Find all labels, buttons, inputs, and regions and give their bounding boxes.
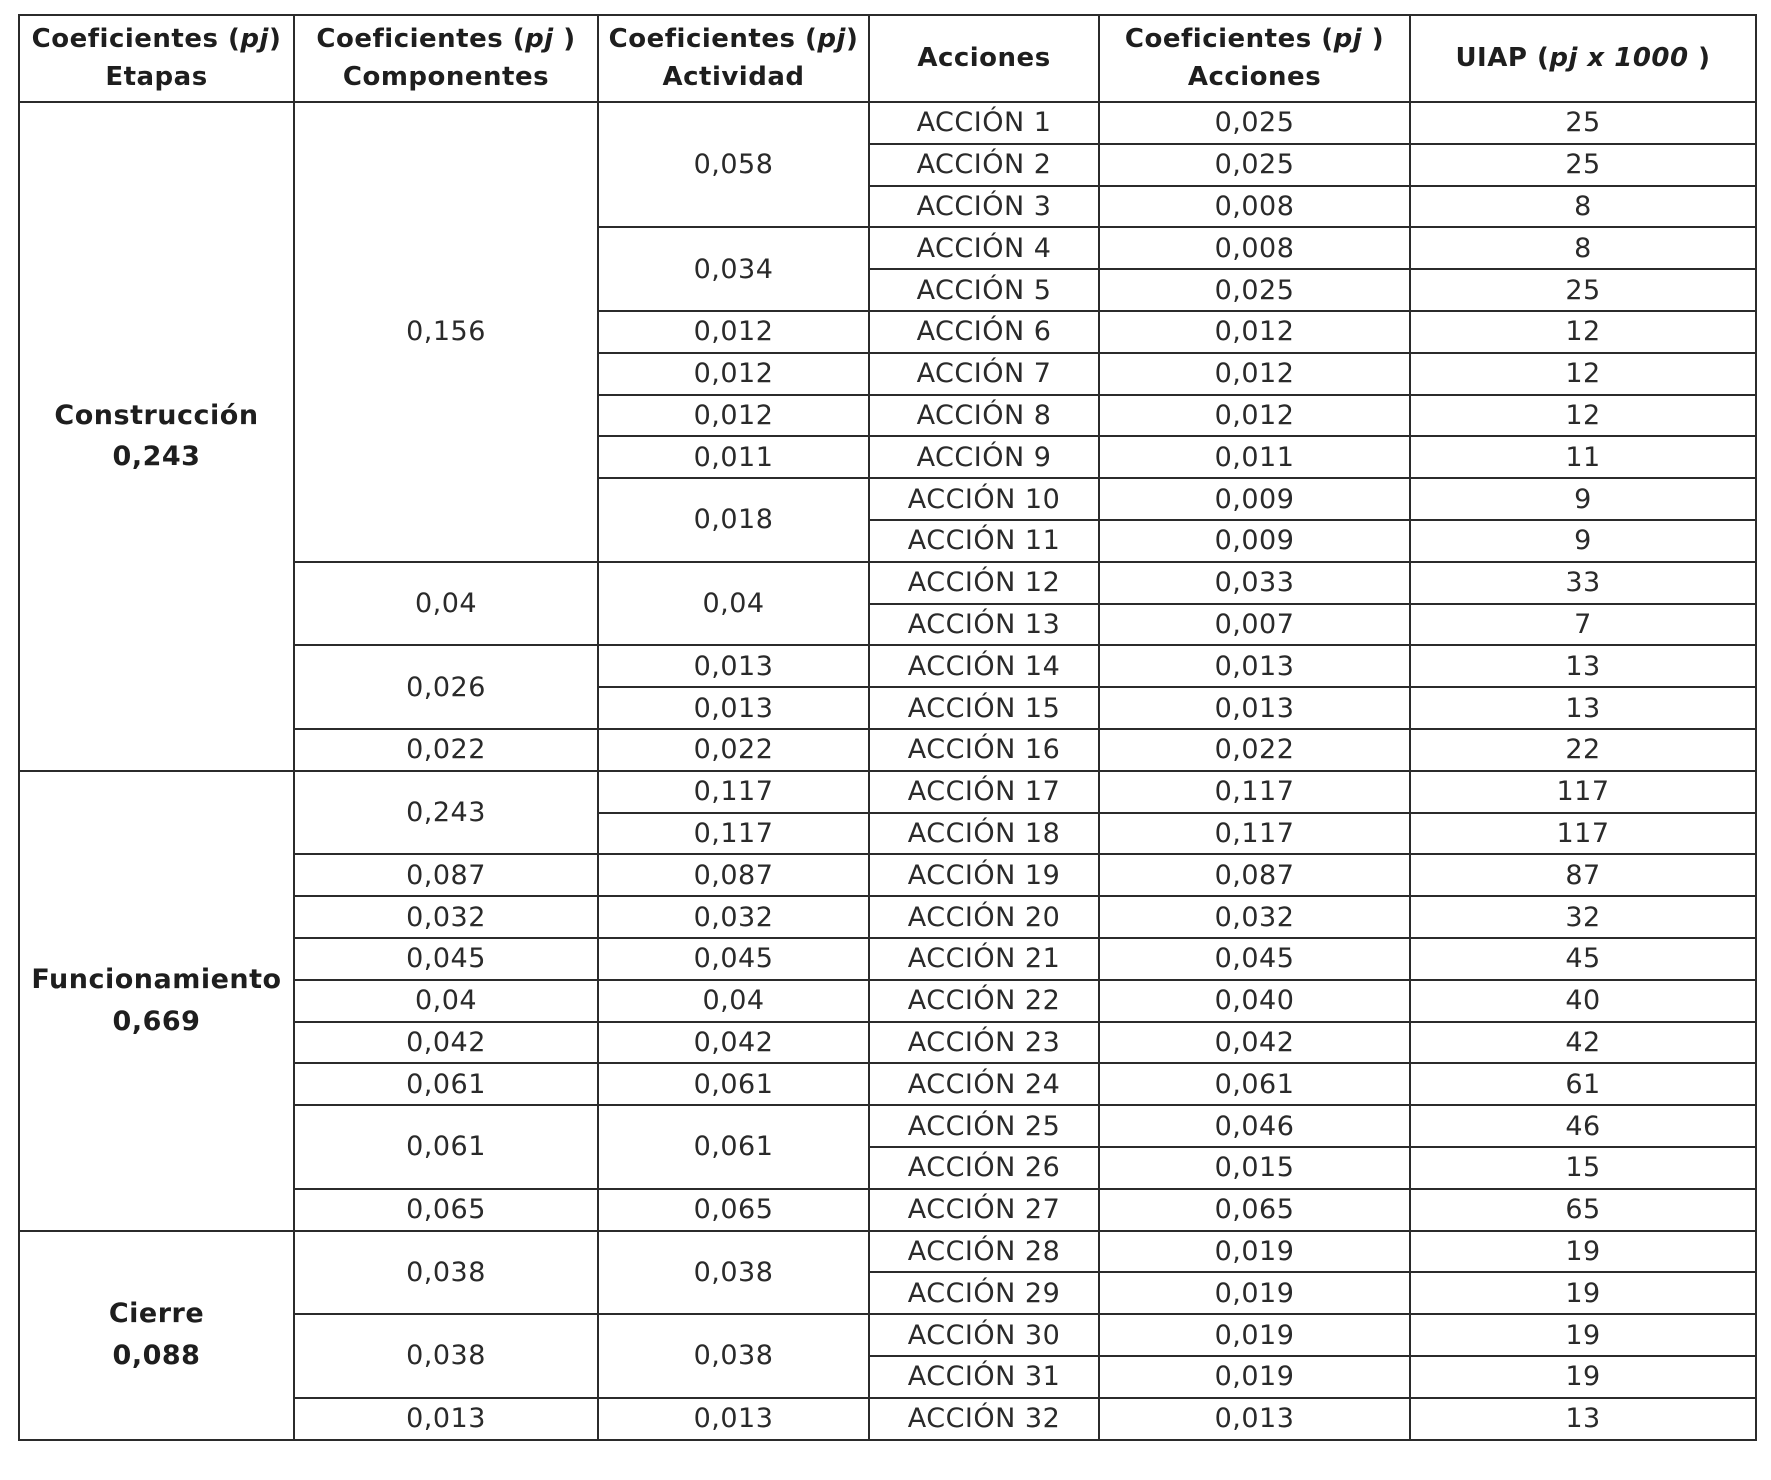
table-body (19, 102, 1756, 1440)
component-cell: 0,087 (294, 854, 598, 896)
action-coef-cell: 0,013 (1099, 1398, 1410, 1440)
component-cell: 0,045 (294, 938, 598, 980)
uiap-cell: 12 (1410, 311, 1756, 353)
uiap-cell: 13 (1410, 1398, 1756, 1440)
stage-cell: Cierre 0,088 (19, 1231, 294, 1440)
activity-cell: 0,013 (598, 645, 869, 687)
action-coef-cell: 0,008 (1099, 186, 1410, 228)
component-cell: 0,013 (294, 1398, 598, 1440)
uiap-cell: 33 (1410, 562, 1756, 604)
activity-cell: 0,038 (598, 1231, 869, 1315)
activity-cell: 0,04 (598, 980, 869, 1022)
action-name-cell: ACCIÓN 23 (869, 1022, 1099, 1064)
activity-cell: 0,045 (598, 938, 869, 980)
uiap-cell: 117 (1410, 813, 1756, 855)
action-name-cell: ACCIÓN 14 (869, 645, 1099, 687)
uiap-cell: 19 (1410, 1314, 1756, 1356)
uiap-cell: 11 (1410, 436, 1756, 478)
component-cell: 0,156 (294, 102, 598, 562)
component-cell: 0,026 (294, 645, 598, 729)
header-componentes: Coeficientes (pj ) Componentes (294, 15, 598, 102)
action-name-cell: ACCIÓN 19 (869, 854, 1099, 896)
header-row (19, 15, 1756, 102)
action-coef-cell: 0,009 (1099, 520, 1410, 562)
action-coef-cell: 0,032 (1099, 896, 1410, 938)
component-cell: 0,042 (294, 1022, 598, 1064)
activity-cell: 0,012 (598, 353, 869, 395)
uiap-cell: 9 (1410, 478, 1756, 520)
action-coef-cell: 0,013 (1099, 645, 1410, 687)
action-coef-cell: 0,046 (1099, 1105, 1410, 1147)
header-etapas: Coeficientes (pj) Etapas (19, 15, 294, 102)
action-name-cell: ACCIÓN 12 (869, 562, 1099, 604)
action-name-cell: ACCIÓN 31 (869, 1356, 1099, 1398)
uiap-cell: 46 (1410, 1105, 1756, 1147)
table-row (19, 102, 1756, 144)
activity-cell: 0,061 (598, 1105, 869, 1189)
action-name-cell: ACCIÓN 22 (869, 980, 1099, 1022)
activity-cell: 0,117 (598, 771, 869, 813)
stage-cell: Construcción 0,243 (19, 102, 294, 771)
action-coef-cell: 0,008 (1099, 227, 1410, 269)
table-row (19, 1231, 1756, 1273)
uiap-cell: 12 (1410, 395, 1756, 437)
action-coef-cell: 0,042 (1099, 1022, 1410, 1064)
activity-cell: 0,042 (598, 1022, 869, 1064)
action-name-cell: ACCIÓN 20 (869, 896, 1099, 938)
uiap-cell: 8 (1410, 227, 1756, 269)
uiap-cell: 19 (1410, 1231, 1756, 1273)
action-name-cell: ACCIÓN 2 (869, 144, 1099, 186)
header-actividad: Coeficientes (pj) Actividad (598, 15, 869, 102)
action-coef-cell: 0,065 (1099, 1189, 1410, 1231)
component-cell: 0,038 (294, 1231, 598, 1315)
uiap-cell: 13 (1410, 645, 1756, 687)
action-coef-cell: 0,040 (1099, 980, 1410, 1022)
component-cell: 0,061 (294, 1063, 598, 1105)
activity-cell: 0,061 (598, 1063, 869, 1105)
component-cell: 0,04 (294, 562, 598, 646)
action-name-cell: ACCIÓN 26 (869, 1147, 1099, 1189)
action-name-cell: ACCIÓN 32 (869, 1398, 1099, 1440)
component-cell: 0,061 (294, 1105, 598, 1189)
component-cell: 0,022 (294, 729, 598, 771)
activity-cell: 0,011 (598, 436, 869, 478)
uiap-cell: 32 (1410, 896, 1756, 938)
activity-cell: 0,087 (598, 854, 869, 896)
action-name-cell: ACCIÓN 15 (869, 687, 1099, 729)
activity-cell: 0,012 (598, 311, 869, 353)
table-row (19, 771, 1756, 813)
action-name-cell: ACCIÓN 13 (869, 604, 1099, 646)
action-name-cell: ACCIÓN 28 (869, 1231, 1099, 1273)
uiap-cell: 45 (1410, 938, 1756, 980)
action-name-cell: ACCIÓN 29 (869, 1272, 1099, 1314)
activity-cell: 0,013 (598, 1398, 869, 1440)
action-name-cell: ACCIÓN 11 (869, 520, 1099, 562)
component-cell: 0,243 (294, 771, 598, 855)
action-coef-cell: 0,117 (1099, 771, 1410, 813)
action-coef-cell: 0,012 (1099, 395, 1410, 437)
uiap-cell: 25 (1410, 144, 1756, 186)
action-name-cell: ACCIÓN 21 (869, 938, 1099, 980)
action-name-cell: ACCIÓN 18 (869, 813, 1099, 855)
uiap-cell: 40 (1410, 980, 1756, 1022)
action-name-cell: ACCIÓN 10 (869, 478, 1099, 520)
uiap-cell: 19 (1410, 1356, 1756, 1398)
uiap-cell: 25 (1410, 269, 1756, 311)
action-coef-cell: 0,045 (1099, 938, 1410, 980)
action-name-cell: ACCIÓN 25 (869, 1105, 1099, 1147)
action-coef-cell: 0,117 (1099, 813, 1410, 855)
action-coef-cell: 0,025 (1099, 144, 1410, 186)
action-name-cell: ACCIÓN 27 (869, 1189, 1099, 1231)
uiap-cell: 87 (1410, 854, 1756, 896)
action-coef-cell: 0,015 (1099, 1147, 1410, 1189)
uiap-cell: 61 (1410, 1063, 1756, 1105)
action-name-cell: ACCIÓN 8 (869, 395, 1099, 437)
uiap-cell: 9 (1410, 520, 1756, 562)
uiap-cell: 7 (1410, 604, 1756, 646)
action-name-cell: ACCIÓN 30 (869, 1314, 1099, 1356)
action-name-cell: ACCIÓN 5 (869, 269, 1099, 311)
action-name-cell: ACCIÓN 1 (869, 102, 1099, 144)
action-coef-cell: 0,019 (1099, 1356, 1410, 1398)
action-coef-cell: 0,033 (1099, 562, 1410, 604)
action-name-cell: ACCIÓN 24 (869, 1063, 1099, 1105)
action-coef-cell: 0,087 (1099, 854, 1410, 896)
activity-cell: 0,013 (598, 687, 869, 729)
activity-cell: 0,065 (598, 1189, 869, 1231)
action-coef-cell: 0,012 (1099, 353, 1410, 395)
coefficients-table (18, 14, 1757, 1441)
uiap-cell: 13 (1410, 687, 1756, 729)
uiap-cell: 25 (1410, 102, 1756, 144)
activity-cell: 0,032 (598, 896, 869, 938)
action-name-cell: ACCIÓN 16 (869, 729, 1099, 771)
action-name-cell: ACCIÓN 9 (869, 436, 1099, 478)
uiap-cell: 65 (1410, 1189, 1756, 1231)
component-cell: 0,032 (294, 896, 598, 938)
uiap-cell: 19 (1410, 1272, 1756, 1314)
action-coef-cell: 0,025 (1099, 102, 1410, 144)
activity-cell: 0,117 (598, 813, 869, 855)
activity-cell: 0,04 (598, 562, 869, 646)
activity-cell: 0,018 (598, 478, 869, 562)
component-cell: 0,038 (294, 1314, 598, 1398)
action-coef-cell: 0,019 (1099, 1314, 1410, 1356)
action-coef-cell: 0,019 (1099, 1272, 1410, 1314)
action-coef-cell: 0,061 (1099, 1063, 1410, 1105)
uiap-cell: 117 (1410, 771, 1756, 813)
action-coef-cell: 0,007 (1099, 604, 1410, 646)
activity-cell: 0,022 (598, 729, 869, 771)
action-name-cell: ACCIÓN 4 (869, 227, 1099, 269)
header-uiap: UIAP (pj x 1000 ) (1410, 15, 1756, 102)
action-coef-cell: 0,009 (1099, 478, 1410, 520)
stage-cell: Funcionamiento 0,669 (19, 771, 294, 1231)
action-coef-cell: 0,025 (1099, 269, 1410, 311)
header-acciones: Acciones (869, 15, 1099, 102)
uiap-cell: 15 (1410, 1147, 1756, 1189)
header-coef-acciones: Coeficientes (pj ) Acciones (1099, 15, 1410, 102)
action-name-cell: ACCIÓN 17 (869, 771, 1099, 813)
action-name-cell: ACCIÓN 6 (869, 311, 1099, 353)
activity-cell: 0,012 (598, 395, 869, 437)
action-name-cell: ACCIÓN 7 (869, 353, 1099, 395)
uiap-cell: 8 (1410, 186, 1756, 228)
uiap-cell: 22 (1410, 729, 1756, 771)
uiap-cell: 12 (1410, 353, 1756, 395)
component-cell: 0,04 (294, 980, 598, 1022)
activity-cell: 0,038 (598, 1314, 869, 1398)
action-coef-cell: 0,022 (1099, 729, 1410, 771)
action-coef-cell: 0,013 (1099, 687, 1410, 729)
component-cell: 0,065 (294, 1189, 598, 1231)
coefficients-table-wrapper (18, 14, 1757, 1441)
action-coef-cell: 0,012 (1099, 311, 1410, 353)
activity-cell: 0,034 (598, 227, 869, 311)
uiap-cell: 42 (1410, 1022, 1756, 1064)
action-coef-cell: 0,011 (1099, 436, 1410, 478)
activity-cell: 0,058 (598, 102, 869, 227)
action-coef-cell: 0,019 (1099, 1231, 1410, 1273)
action-name-cell: ACCIÓN 3 (869, 186, 1099, 228)
